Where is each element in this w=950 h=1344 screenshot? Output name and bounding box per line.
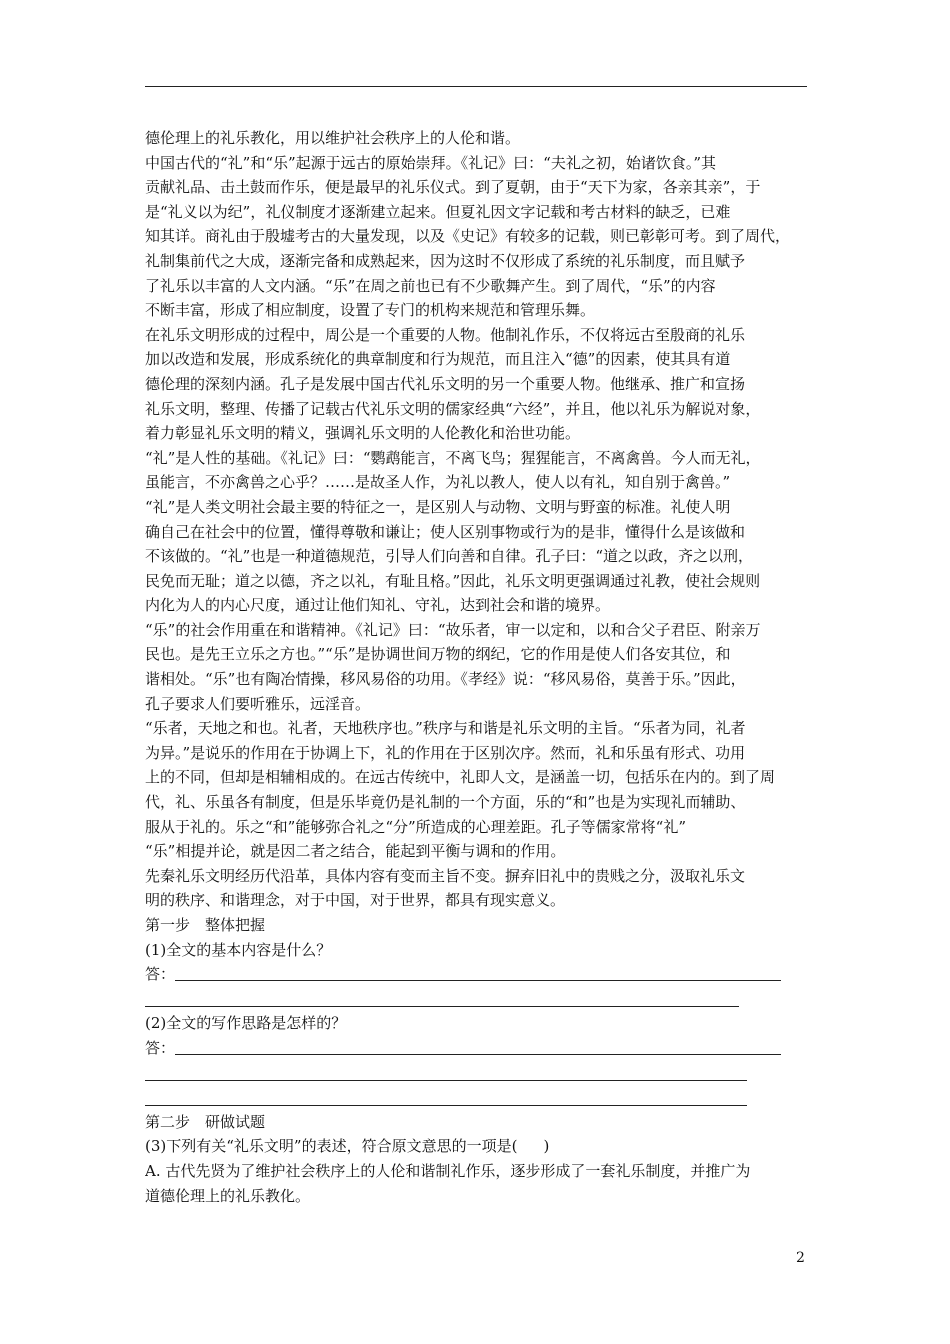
paragraph-line: “乐”的社会作用重在和谐精神。《礼记》曰：“故乐者，审一以定和，以和合父子君臣、附亲万 — [145, 620, 761, 639]
step1-title: 第一步 整体把握 — [145, 916, 266, 934]
question-2: (2)全文的写作思路是怎样的？ — [145, 1014, 347, 1033]
paragraph-line: 先秦礼乐文明经历代沿革，具体内容有变而主旨不变。摒弃旧礼中的贵贱之分，汲取礼乐文 — [145, 866, 746, 885]
paragraph-line: 孔子要求人们要听雅乐，远淫音。 — [145, 694, 371, 713]
paragraph-line: 着力彰显礼乐文明的精义，强调礼乐文明的人伦教化和治世功能。 — [145, 424, 581, 443]
paragraph-line: 中国古代的“礼”和“乐”起源于远古的原始崇拜。《礼记》曰：“夫礼之初，始诸饮食。”其 — [145, 153, 717, 172]
answer-2-third-line[interactable] — [145, 1085, 813, 1110]
paragraph-line: 礼乐文明，整理、传播了记载古代礼乐文明的儒家经典“六经”，并且，他以礼乐为解说对象， — [145, 399, 761, 418]
question-3-close: ) — [543, 1137, 550, 1156]
paragraph-line: 在礼乐文明形成的过程中，周公是一个重要的人物。他制礼作乐，不仅将远古至殷商的礼乐 — [145, 325, 746, 344]
paragraph-line: “乐”相提并论，就是因二者之结合，能起到平衡与调和的作用。 — [145, 842, 566, 861]
header-rule — [145, 86, 807, 87]
option-a-line: 道德伦理上的礼乐教化。 — [145, 1186, 311, 1205]
paragraph-line: “礼”是人性的基础。《礼记》曰：“鹦鹉能言，不离飞鸟；猩猩能言，不离禽兽。今人而无礼， — [145, 448, 761, 467]
answer-1-label: 答： — [145, 965, 176, 984]
paragraph-line: 为异。”是说乐的作用在于协调上下，礼的作用在于区别次序。然而，礼和乐虽有形式、功用 — [145, 743, 746, 762]
paragraph-line: 明的秩序、和谐理念，对于中国，对于世界，都具有现实意义。 — [145, 891, 566, 910]
paragraph-line: 不断丰富，形成了相应制度，设置了专门的机构来规范和管理乐舞。 — [145, 301, 596, 320]
paragraph-line: 虽能言，不亦禽兽之心乎？……是故圣人作，为礼以教人，使人以有礼，知自别于禽兽。” — [145, 473, 731, 492]
paragraph-line: 内化为人的内心尺度，通过让他们知礼、守礼，达到社会和谐的境界。 — [145, 596, 611, 615]
paragraph-line: 确自己在社会中的位置，懂得尊敬和谦让；使人区别事物或行为的是非，懂得什么是该做和 — [145, 522, 746, 541]
answer-1-blank-2[interactable] — [145, 990, 739, 1007]
option-a[interactable] — [145, 1159, 813, 1208]
option-a-line: A. 古代先贤为了维护社会秩序上的人伦和谐制礼作乐，逐步形成了一套礼乐制度，并推广为 — [145, 1161, 751, 1180]
paragraph-line: 贡献礼品、击土鼓而作乐，便是最早的礼乐仪式。到了夏朝，由于“天下为家，各亲其亲”，于 — [145, 178, 761, 197]
paragraph-line: 不该做的。“礼”也是一种道德规范，引导人们向善和自律。孔子曰：“道之以政，齐之以刑， — [145, 547, 754, 566]
paragraph-line: 上的不同，但却是相辅相成的。在远古传统中，礼即人文，是涵盖一切，包括乐在内的。到了周 — [145, 768, 776, 787]
paragraph-line: 谐相处。“乐”也有陶冶情操，移风易俗的功用。《孝经》说：“移风易俗，莫善于乐。”因此， — [145, 670, 746, 689]
answer-1-blank[interactable] — [175, 964, 781, 981]
answer-2-blank-3[interactable] — [145, 1089, 747, 1106]
paragraph-line: 是“礼义以为纪”，礼仪制度才逐渐建立起来。但夏礼因文字记载和考古材料的缺乏，已难 — [145, 202, 731, 221]
document-body — [145, 126, 813, 1208]
paragraph — [145, 716, 813, 864]
paragraph — [145, 126, 813, 151]
answer-2-first-line[interactable] — [145, 1036, 813, 1061]
page-number: 2 — [796, 1250, 805, 1266]
paragraph-line: 礼制集前代之大成，逐渐完备和成熟起来，因为这时不仅形成了系统的礼乐制度，而且赋予 — [145, 251, 746, 270]
paragraph — [145, 446, 813, 618]
paragraph-line: 德伦理的深刻内涵。孔子是发展中国古代礼乐文明的另一个重要人物。他继承、推广和宣扬 — [145, 374, 746, 393]
paragraph-line: 服从于礼的。乐之“和”能够弥合礼之“分”所造成的心理差距。孔子等儒家常将“礼” — [145, 817, 687, 836]
paragraph-line: 民免而无耻；道之以德，齐之以礼，有耻且格。”因此，礼乐文明更强调通过礼教，使社会规则 — [145, 571, 761, 590]
step2-title: 第二步 研做试题 — [145, 1112, 266, 1131]
answer-2-second-line[interactable] — [145, 1061, 813, 1086]
article-paragraphs — [145, 126, 813, 913]
paragraph-line: 知其详。商礼由于殷墟考古的大量发现，以及《史记》有较多的记载，则已彰彰可考。到了周代， — [145, 227, 791, 246]
answer-2-label: 答： — [145, 1038, 176, 1057]
question-1: (1)全文的基本内容是什么？ — [145, 940, 332, 959]
paragraph — [145, 151, 813, 323]
paragraph — [145, 618, 813, 716]
answer-1-first-line[interactable] — [145, 962, 813, 987]
answer-2-blank-2[interactable] — [145, 1064, 747, 1081]
answer-1-second-line[interactable] — [145, 987, 813, 1012]
paragraph — [145, 323, 813, 446]
paragraph-line: “礼”是人类文明社会最主要的特征之一，是区别人与动物、文明与野蛮的标准。礼使人明 — [145, 497, 731, 516]
paragraph-line: 民也。是先王立乐之方也。”“乐”是协调世间万物的纲纪，它的作用是使人们各安其位，和 — [145, 645, 731, 664]
paragraph-line: 德伦理上的礼乐教化，用以维护社会秩序上的人伦和谐。 — [145, 129, 521, 147]
answer-2-blank[interactable] — [175, 1038, 781, 1055]
paragraph-line: 代，礼、乐虽各有制度，但是乐毕竟仍是礼制的一个方面，乐的“和”也是为实现礼而辅助、 — [145, 793, 746, 812]
paragraph — [145, 864, 813, 913]
paragraph-line: “乐者，天地之和也。礼者，天地秩序也。”秩序与和谐是礼乐文明的主旨。“乐者为同，礼者 — [145, 719, 746, 738]
paragraph-line: 加以改造和发展，形成系统化的典章制度和行为规范，而且注入“德”的因素，使其具有道 — [145, 350, 731, 369]
question-3 — [145, 1134, 813, 1159]
question-3-text: (3)下列有关“礼乐文明”的表述，符合原文意思的一项是( — [145, 1137, 518, 1156]
paragraph-line: 了礼乐以丰富的人文内涵。“乐”在周之前也已有不少歌舞产生。到了周代，“乐”的内容 — [145, 276, 716, 295]
